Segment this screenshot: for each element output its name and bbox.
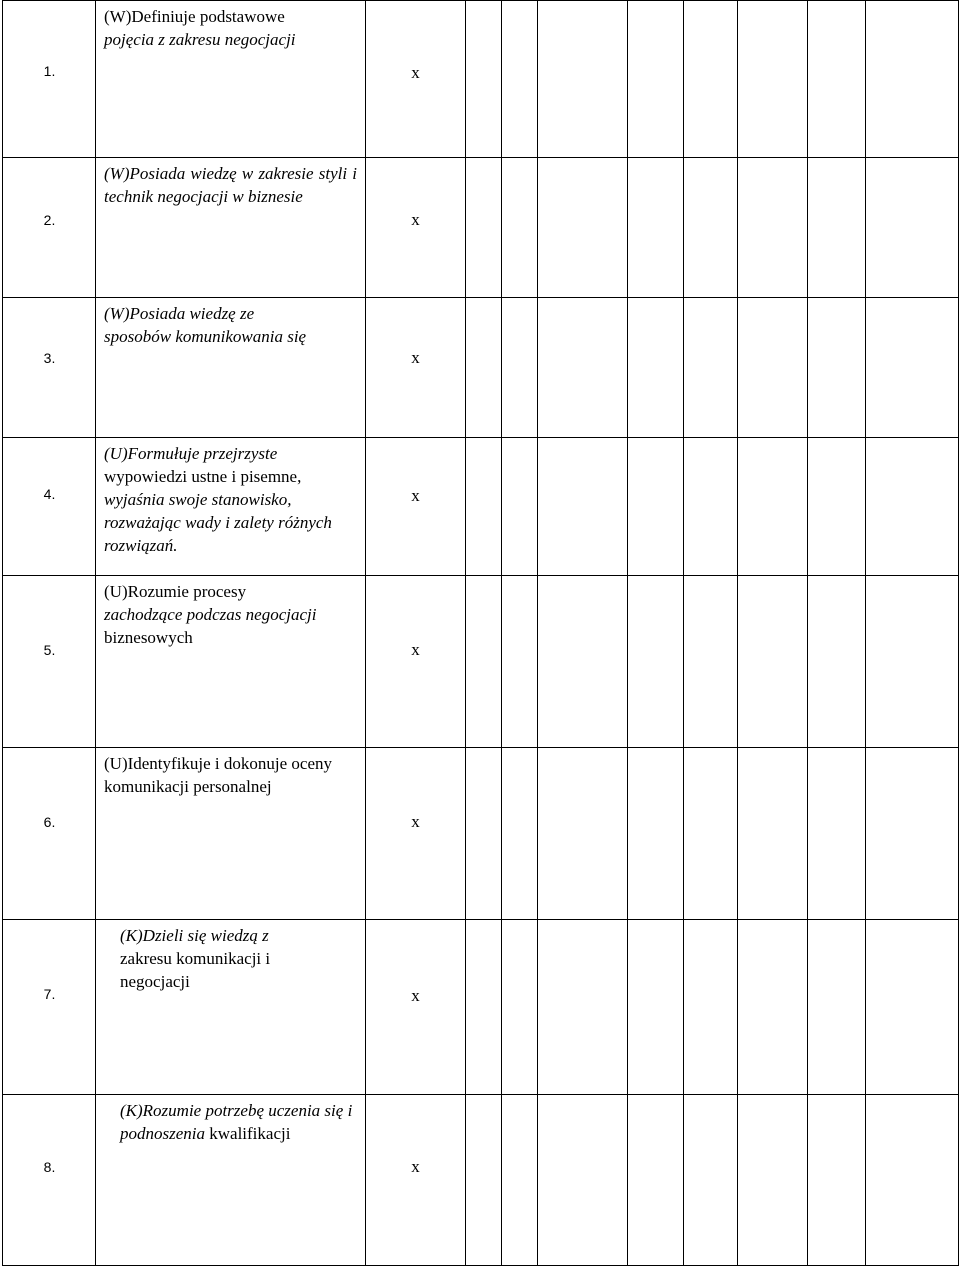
row-number-cell bbox=[3, 438, 96, 576]
empty-cell bbox=[684, 748, 738, 920]
table-row bbox=[3, 298, 959, 438]
empty-cell bbox=[866, 298, 959, 438]
empty-cell bbox=[808, 298, 866, 438]
empty-cell bbox=[502, 1095, 538, 1266]
mark-x: x bbox=[411, 63, 420, 82]
mark-cell bbox=[366, 438, 466, 576]
description-text: (U)Identyfikuje i dokonuje oceny komunikacji personalnej bbox=[104, 754, 333, 796]
row-number: 2. bbox=[43, 212, 56, 228]
empty-cell bbox=[538, 1, 628, 158]
empty-cell bbox=[538, 576, 628, 748]
empty-cell bbox=[466, 920, 502, 1095]
empty-cell bbox=[538, 920, 628, 1095]
empty-cell bbox=[866, 920, 959, 1095]
row-number: 4. bbox=[43, 486, 56, 502]
description-text-italic: (K)Rozumie potrzebę uczenia się i podnoszenia bbox=[120, 1101, 353, 1143]
empty-cell bbox=[808, 748, 866, 920]
row-number-cell bbox=[3, 298, 96, 438]
empty-cell bbox=[866, 1, 959, 158]
empty-cell bbox=[808, 920, 866, 1095]
row-number-cell bbox=[3, 158, 96, 298]
description-text-italic: (U)Formułuje przejrzyste bbox=[104, 444, 278, 463]
row-number: 1. bbox=[43, 63, 56, 79]
empty-cell bbox=[502, 1, 538, 158]
empty-cell bbox=[628, 438, 684, 576]
learning-outcomes-table bbox=[2, 0, 959, 1266]
description-text-italic: (W)Posiada wiedzę ze sposobów komunikowania się bbox=[104, 304, 307, 346]
empty-cell bbox=[738, 1095, 808, 1266]
empty-cell bbox=[538, 438, 628, 576]
empty-cell bbox=[466, 1095, 502, 1266]
empty-cell bbox=[866, 158, 959, 298]
empty-cell bbox=[684, 576, 738, 748]
description-text-italic: pojęcia z zakresu negocjacji bbox=[104, 30, 296, 49]
empty-cell bbox=[738, 920, 808, 1095]
description-text: kwalifikacji bbox=[209, 1124, 291, 1143]
empty-cell bbox=[684, 298, 738, 438]
empty-cell bbox=[466, 1, 502, 158]
row-number: 5. bbox=[43, 642, 56, 658]
description-cell bbox=[96, 298, 366, 438]
description-text-2: biznesowych bbox=[104, 628, 193, 647]
empty-cell bbox=[466, 748, 502, 920]
row-number-cell bbox=[3, 1, 96, 158]
description-cell bbox=[96, 748, 366, 920]
empty-cell bbox=[628, 298, 684, 438]
empty-cell bbox=[738, 748, 808, 920]
empty-cell bbox=[866, 438, 959, 576]
row-number: 8. bbox=[43, 1159, 56, 1175]
row-number: 6. bbox=[43, 814, 56, 830]
empty-cell bbox=[502, 576, 538, 748]
empty-cell bbox=[738, 438, 808, 576]
description-cell bbox=[96, 576, 366, 748]
empty-cell bbox=[502, 748, 538, 920]
empty-cell bbox=[466, 438, 502, 576]
empty-cell bbox=[466, 576, 502, 748]
description-text-italic: (W)Posiada wiedzę w zakresie styli i technik negocjacji w biznesie bbox=[104, 164, 357, 206]
empty-cell bbox=[808, 576, 866, 748]
empty-cell bbox=[808, 438, 866, 576]
table-row bbox=[3, 1, 959, 158]
empty-cell bbox=[866, 576, 959, 748]
description-cell bbox=[96, 920, 366, 1095]
empty-cell bbox=[738, 298, 808, 438]
mark-cell bbox=[366, 748, 466, 920]
table-row bbox=[3, 438, 959, 576]
empty-cell bbox=[502, 920, 538, 1095]
empty-cell bbox=[628, 1095, 684, 1266]
description-cell bbox=[96, 1, 366, 158]
mark-x: x bbox=[411, 348, 420, 367]
mark-x: x bbox=[411, 1157, 420, 1176]
mark-cell bbox=[366, 1, 466, 158]
empty-cell bbox=[538, 748, 628, 920]
empty-cell bbox=[538, 1095, 628, 1266]
empty-cell bbox=[466, 158, 502, 298]
empty-cell bbox=[538, 158, 628, 298]
description-text-italic: (K)Dzieli się wiedzą z bbox=[120, 926, 269, 945]
mark-cell bbox=[366, 1095, 466, 1266]
mark-cell bbox=[366, 158, 466, 298]
mark-cell bbox=[366, 576, 466, 748]
empty-cell bbox=[684, 920, 738, 1095]
mark-x: x bbox=[411, 640, 420, 659]
empty-cell bbox=[538, 298, 628, 438]
empty-cell bbox=[866, 748, 959, 920]
empty-cell bbox=[738, 1, 808, 158]
empty-cell bbox=[628, 158, 684, 298]
description-cell bbox=[96, 158, 366, 298]
empty-cell bbox=[502, 438, 538, 576]
row-number-cell bbox=[3, 748, 96, 920]
empty-cell bbox=[628, 1, 684, 158]
empty-cell bbox=[684, 1095, 738, 1266]
empty-cell bbox=[684, 158, 738, 298]
mark-x: x bbox=[411, 812, 420, 831]
table-row bbox=[3, 576, 959, 748]
description-cell bbox=[96, 438, 366, 576]
table-row bbox=[3, 158, 959, 298]
description-text-italic: zachodzące podczas negocjacji bbox=[104, 605, 317, 624]
empty-cell bbox=[628, 576, 684, 748]
empty-cell bbox=[738, 158, 808, 298]
description-text: (W)Definiuje podstawowe bbox=[104, 7, 285, 26]
row-number-cell bbox=[3, 920, 96, 1095]
description-cell bbox=[96, 1095, 366, 1266]
empty-cell bbox=[628, 920, 684, 1095]
row-number: 3. bbox=[43, 350, 56, 366]
empty-cell bbox=[808, 1, 866, 158]
mark-x: x bbox=[411, 486, 420, 505]
empty-cell bbox=[738, 576, 808, 748]
description-text: zakresu komunikacji i negocjacji bbox=[120, 949, 271, 991]
description-text: (U)Rozumie procesy bbox=[104, 582, 247, 601]
mark-x: x bbox=[411, 986, 420, 1005]
row-number: 7. bbox=[43, 986, 56, 1002]
empty-cell bbox=[628, 748, 684, 920]
empty-cell bbox=[808, 158, 866, 298]
empty-cell bbox=[502, 158, 538, 298]
empty-cell bbox=[684, 438, 738, 576]
empty-cell bbox=[684, 1, 738, 158]
empty-cell bbox=[502, 298, 538, 438]
row-number-cell bbox=[3, 576, 96, 748]
mark-cell bbox=[366, 920, 466, 1095]
table-row bbox=[3, 748, 959, 920]
description-text: wypowiedzi ustne i pisemne, bbox=[104, 467, 302, 486]
empty-cell bbox=[866, 1095, 959, 1266]
description-text-italic-2: wyjaśnia swoje stanowisko, rozważając wady i zalety różnych rozwiązań. bbox=[104, 490, 332, 555]
mark-cell bbox=[366, 298, 466, 438]
table-row bbox=[3, 1095, 959, 1266]
table-row bbox=[3, 920, 959, 1095]
empty-cell bbox=[808, 1095, 866, 1266]
row-number-cell bbox=[3, 1095, 96, 1266]
mark-x: x bbox=[411, 210, 420, 229]
empty-cell bbox=[466, 298, 502, 438]
